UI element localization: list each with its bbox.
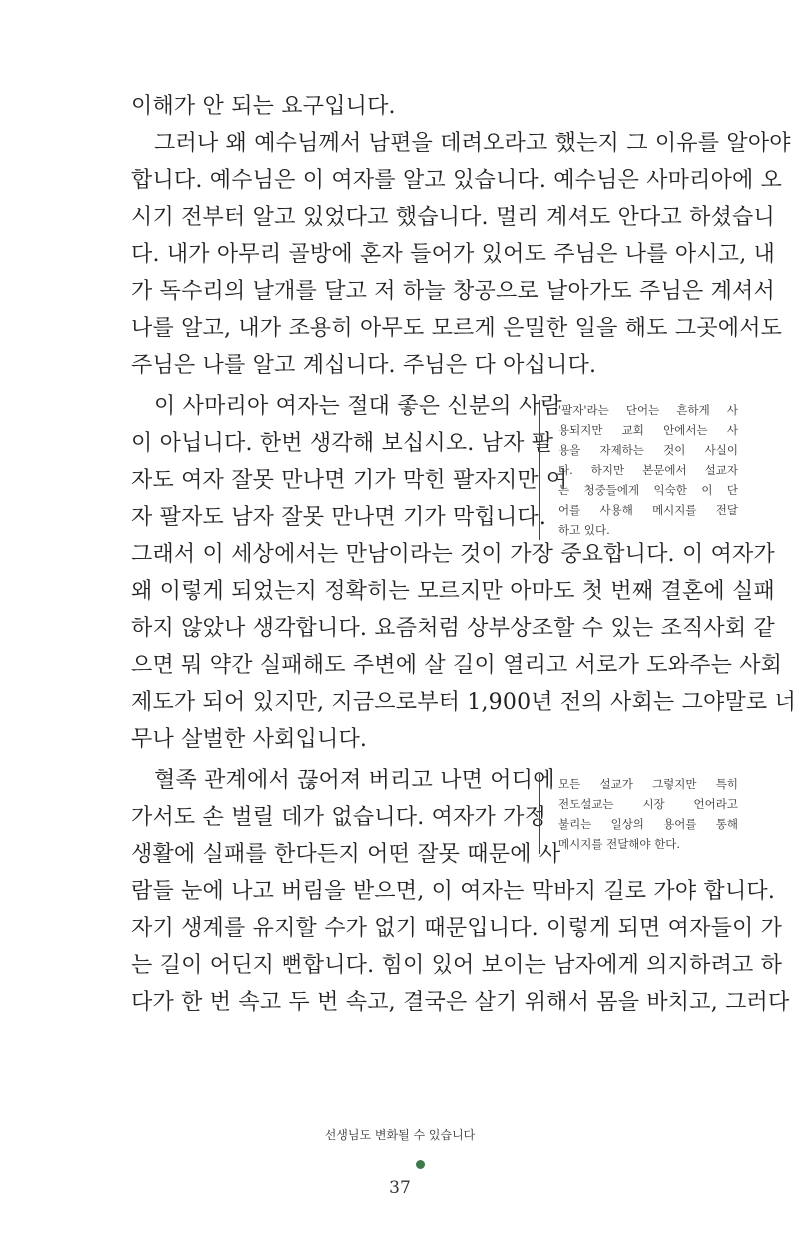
note1-line-3: 용을 자제하는 것이 사실이 xyxy=(558,443,738,457)
body-line-p4-5: 자기 생계를 유지할 수가 없기 때문입니다. 이렇게 되면 여자들이 가 xyxy=(131,916,783,941)
body-line-p3-4: 자 팔자도 남자 잘못 만나면 기가 막힙니다. xyxy=(131,505,547,530)
body-line-p4-6: 는 길이 어딘지 뻔합니다. 힘이 있어 보이는 남자에게 의지하려고 하 xyxy=(131,953,783,978)
note2-line-3: 불리는 일상의 용어를 통해 xyxy=(558,817,738,831)
note2-line-4: 메시지를 전달해야 한다. xyxy=(558,837,681,851)
body-line-p1-1: 이해가 안 되는 요구입니다. xyxy=(131,94,396,119)
body-line-p3-1: 이 사마리아 여자는 절대 좋은 신분의 사람 xyxy=(154,394,562,419)
body-line-p4-7: 다가 한 번 속고 두 번 속고, 결국은 살기 위해서 몸을 바치고, 그러다 xyxy=(131,990,790,1015)
margin-note-evangelism xyxy=(539,774,738,854)
body-line-p4-2: 가서도 손 벌릴 데가 없습니다. 여자가 가정 xyxy=(131,805,547,830)
body-line-p2-2: 합니다. 예수님은 이 여자를 알고 있습니다. 예수님은 사마리아에 오 xyxy=(131,168,783,193)
note1-line-6: 어를 사용해 메시지를 전달 xyxy=(558,503,738,517)
body-line-p4-3: 생활에 실패를 한다든지 어떤 잘못 때문에 사 xyxy=(131,842,561,867)
note1-line-4: 다. 하지만 본문에서 설교자 xyxy=(558,463,738,477)
note2-line-2: 전도설교는 시장 언어라고 xyxy=(558,797,738,811)
body-line-p2-7: 주님은 나를 알고 계십니다. 주님은 다 아십니다. xyxy=(131,353,597,378)
body-line-p4-1: 혈족 관계에서 끊어져 버리고 나면 어디에 xyxy=(154,768,555,793)
body-line-p4-4: 람들 눈에 나고 버림을 받으면, 이 여자는 막바지 길로 가야 합니다. xyxy=(131,879,776,904)
body-line-p3-8: 으면 뭐 약간 실패해도 주변에 살 길이 열리고 서로가 도와주는 사회 xyxy=(131,653,783,678)
body-line-p3-7: 하지 않았나 생각합니다. 요즘처럼 상부상조할 수 있는 조직사회 같 xyxy=(131,616,775,641)
body-line-p2-1: 그러나 왜 예수님께서 남편을 데려오라고 했는지 그 이유를 알아야 xyxy=(154,131,791,156)
footer-dot-ornament xyxy=(416,1160,425,1169)
body-line-p3-6: 왜 이렇게 되었는지 정확히는 모르지만 아마도 첫 번째 결혼에 실패 xyxy=(131,579,775,604)
note2-line-1: 모든 설교가 그렇지만 특히 xyxy=(558,777,738,791)
body-line-p3-5: 그래서 이 세상에서는 만남이라는 것이 가장 중요합니다. 이 여자가 xyxy=(131,542,775,567)
body-line-p3-10: 무나 살벌한 사회입니다. xyxy=(131,727,368,752)
note1-line-1: '팔자'라는 단어는 흔하게 사 xyxy=(558,403,738,417)
note1-line-5: 는 청중들에게 익숙한 이 단 xyxy=(558,483,738,497)
running-footer-title: 선생님도 변화될 수 있습니다 xyxy=(324,1128,476,1142)
body-line-p3-9: 제도가 되어 있지만, 지금으로부터 1,900년 전의 사회는 그야말로 너 xyxy=(131,690,797,715)
margin-note-palja xyxy=(539,400,738,540)
body-line-p3-3: 자도 여자 잘못 만나면 기가 막힌 팔자지만 여 xyxy=(131,468,568,493)
body-line-p3-2: 이 아닙니다. 한번 생각해 보십시오. 남자 팔 xyxy=(131,431,554,456)
body-line-p2-3: 시기 전부터 알고 있었다고 했습니다. 멀리 계셔도 안다고 하셨습니 xyxy=(131,205,775,230)
body-line-p2-5: 가 독수리의 날개를 달고 저 하늘 창공으로 날아가도 주님은 계셔서 xyxy=(131,279,775,304)
note1-line-7: 하고 있다. xyxy=(558,523,610,537)
note1-line-2: 용되지만 교회 안에서는 사 xyxy=(558,423,738,437)
body-line-p2-6: 나를 알고, 내가 조용히 아무도 모르게 은밀한 일을 해도 그곳에서도 xyxy=(131,316,783,341)
body-line-p2-4: 다. 내가 아무리 골방에 혼자 들어가 있어도 주님은 나를 아시고, 내 xyxy=(131,242,776,267)
page-number: 37 xyxy=(389,1178,411,1198)
